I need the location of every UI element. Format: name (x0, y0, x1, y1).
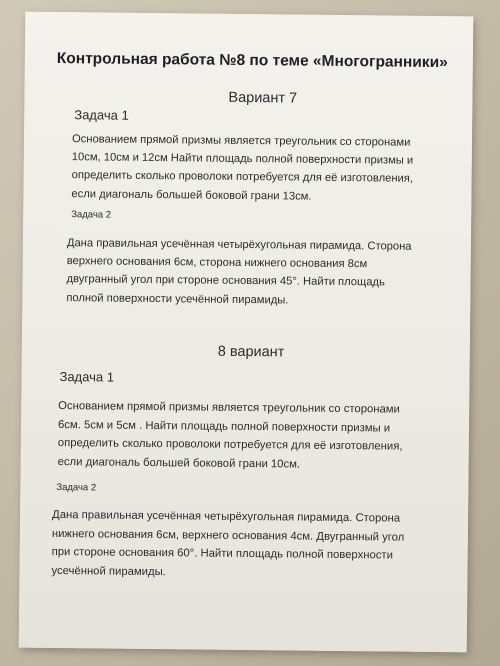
document-title: Контрольная работа №8 по теме «Многогранники» (56, 50, 448, 72)
variant-7-task-2-text (66, 234, 411, 310)
text-line: Дана правильная усечённая четырёхугольная пирамида. Сторона (66, 237, 412, 253)
paper-sheet (19, 12, 474, 653)
text-line: 6см. 5см и 5см . Найти площадь полной поверхности призмы и (57, 418, 391, 435)
variant-8-heading: 8 вариант (217, 343, 285, 361)
text-line: 10см, 10см и 12см Найти площадь полной поверхности призмы и (71, 151, 414, 167)
text-line: определить сколько проволоки потребуется для её изготовления, (71, 169, 414, 186)
text-line: двугранный угол при стороне основания 45°. Найти площадь (66, 273, 385, 289)
variant-8-task-1-text (58, 397, 403, 475)
text-line: если диагональ большей боковой грани 13см. (71, 187, 312, 203)
variant-8-task-2-text (51, 506, 404, 584)
text-line: верхнего основания 6см, сторона нижнего основания 8см (66, 255, 368, 271)
text-line: Основанием прямой призмы является треугольник со сторонами (71, 133, 411, 149)
variant-8-task-1-heading: Задача 1 (59, 369, 115, 385)
text-line: Дана правильная усечённая четырёхугольная пирамида. Сторона (52, 508, 401, 525)
text-line: определить сколько проволоки потребуется для её изготовления, (57, 437, 403, 453)
variant-7-task-2-heading: Задача 2 (71, 209, 112, 221)
text-line: усечённой пирамиды. (51, 564, 166, 578)
text-line: Основанием прямой призмы является треугольник со сторонами (58, 400, 400, 416)
variant-7-task-1-heading: Задача 1 (74, 107, 129, 123)
text-line: при стороне основания 60°. Найти площадь полной поверхности (51, 545, 393, 562)
text-line: полной поверхности усечённой пирамиды. (66, 291, 289, 307)
text-line: если диагональ большей боковой грани 10см. (57, 455, 301, 471)
variant-8-task-2-heading: Задача 2 (56, 482, 97, 494)
variant-7-task-1-text (71, 130, 413, 206)
text-line: нижнего основания 6см, верхнего основания 4см. Двугранный угол (51, 527, 405, 544)
variant-7-heading: Вариант 7 (228, 89, 298, 107)
